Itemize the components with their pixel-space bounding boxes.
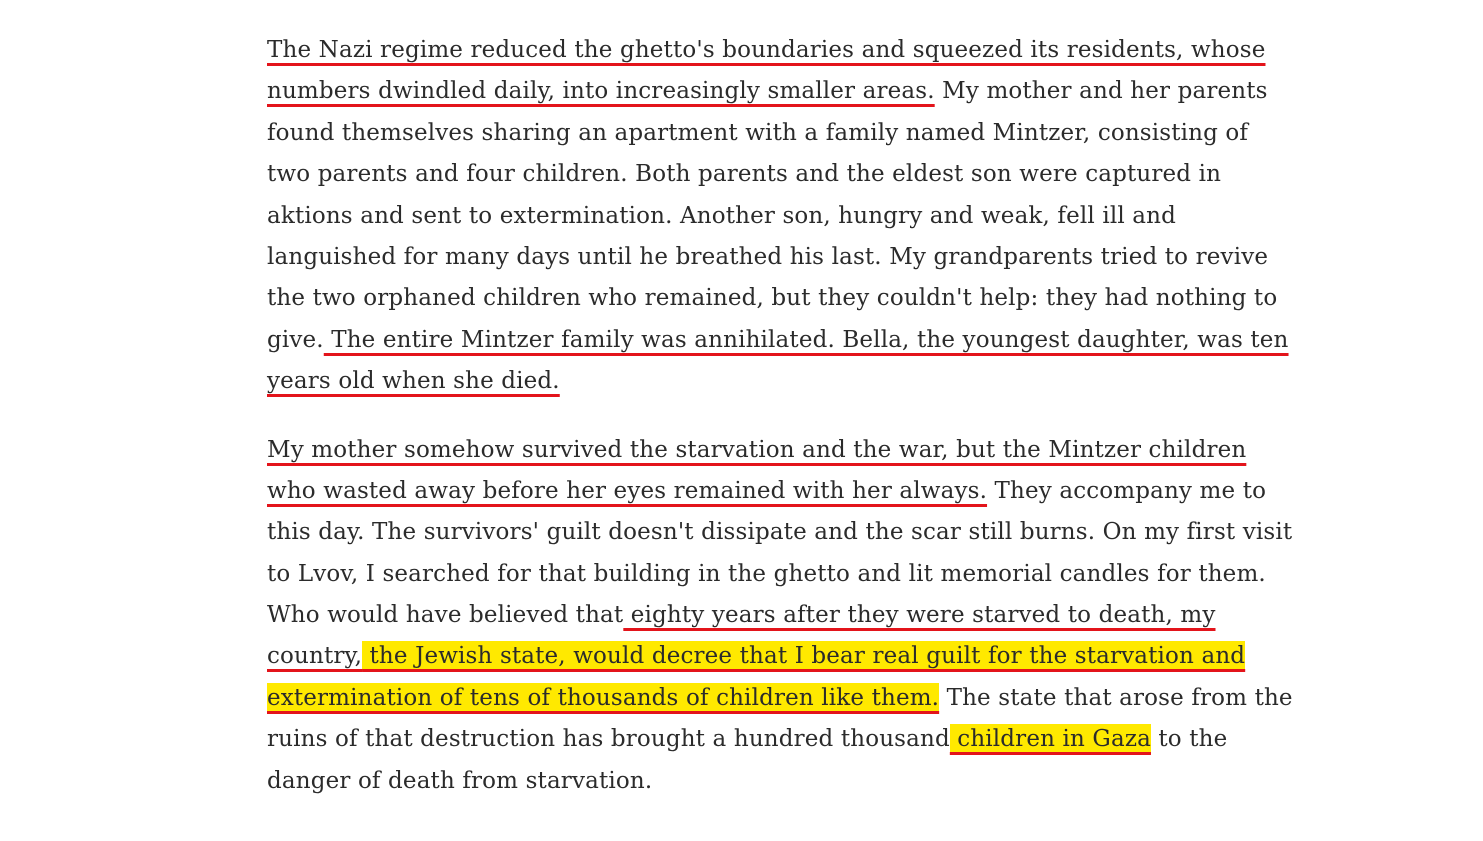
text-line (267, 320, 1289, 361)
text-line: the two orphaned children who remained, but they couldn't help: they had nothing to (267, 285, 1278, 312)
paragraph-1 (267, 30, 1289, 403)
text-line (267, 636, 1267, 677)
plain-text: The state that arose from the (939, 684, 1293, 711)
highlighted-text: extermination of tens of thousands of children like them. (267, 684, 940, 711)
underlined-text: The entire Mintzer family was annihilated. Bella, the youngest daughter, was ten (323, 326, 1289, 353)
paragraph-spacer (267, 403, 1267, 430)
underlined-text: who wasted away before her eyes remained with her always. (267, 477, 988, 504)
plain-text: Who would have believed that (267, 602, 624, 629)
text-line: found themselves sharing an apartment with a family named Mintzer, consisting of (267, 119, 1249, 146)
underlined-text: years old when she died. (267, 368, 560, 395)
text-line (267, 719, 1267, 760)
underlined-text: country, (267, 643, 363, 670)
plain-text: They accompany me to (987, 477, 1267, 504)
text-line: danger of death from starvation. (267, 767, 653, 794)
text-line: to Lvov, I searched for that building in the ghetto and lit memorial candles for them. (267, 560, 1266, 587)
text-line: languished for many days until he breathed his last. My grandparents tried to revive (267, 243, 1269, 270)
plain-text: ruins of that destruction has brought a hundred thousand (267, 726, 950, 753)
underlined-text: eighty years after they were starved to death, my (623, 602, 1216, 629)
text-line (267, 361, 1267, 402)
text-line (267, 471, 1267, 512)
text-line: two parents and four children. Both parents and the eldest son were captured in (267, 161, 1222, 188)
text-line (267, 30, 1267, 71)
underlined-text: My mother somehow survived the starvation and the war, but the Mintzer children (267, 436, 1247, 463)
text-line (267, 71, 1267, 112)
plain-text: give. (267, 326, 324, 353)
plain-text: to the (1150, 726, 1228, 753)
article-body (267, 30, 1293, 802)
highlighted-text: children in Gaza (949, 726, 1151, 753)
paragraph-2 (267, 430, 1293, 803)
text-line (267, 430, 1267, 471)
underlined-text: The Nazi regime reduced the ghetto's boundaries and squeezed its residents, whose (267, 37, 1266, 63)
text-line (267, 595, 1267, 636)
text-line: this day. The survivors' guilt doesn't dissipate and the scar still burns. On my first visit (267, 519, 1293, 546)
text-line (267, 678, 1293, 719)
text-line: aktions and sent to extermination. Another son, hungry and weak, fell ill and (267, 202, 1177, 229)
plain-text: My mother and her parents (934, 78, 1268, 105)
highlighted-text: the Jewish state, would decree that I bear real guilt for the starvation and (362, 643, 1246, 670)
underlined-text: numbers dwindled daily, into increasingly smaller areas. (267, 78, 935, 105)
